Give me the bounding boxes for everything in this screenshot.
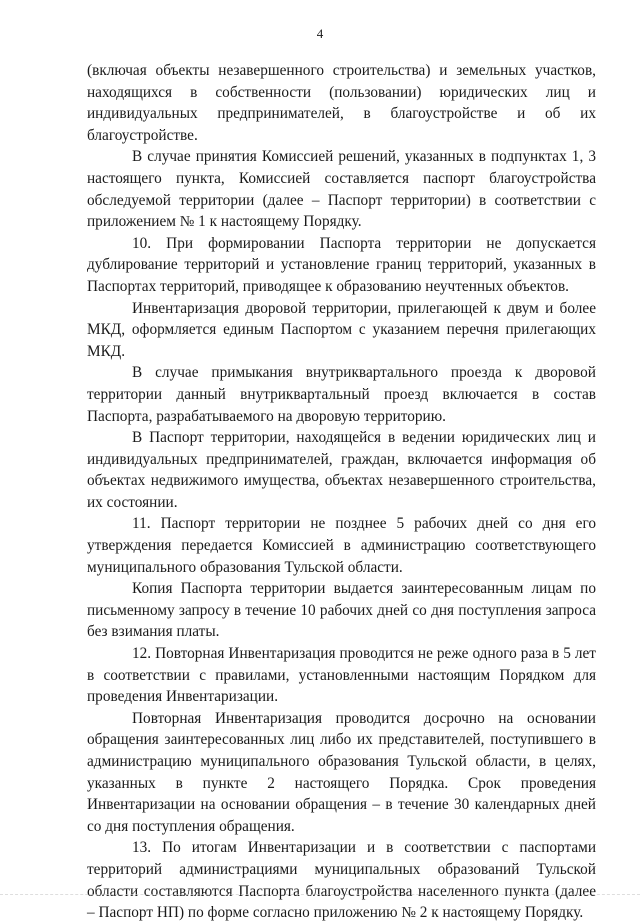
paragraph-continuation: (включая объекты незавершенного строительства) и земельных участков, находящихся в собственности (пользовании) юридических лиц и индивидуальных предпринимателей, в благоустройстве и об их благоустройстве.	[87, 62, 596, 144]
paragraph-item-11: 11. Паспорт территории не позднее 5 рабочих дней со дня его утверждения передается Комиссией в администрацию соответствующего муниципального образования Тульской области.	[87, 515, 596, 576]
paragraph-passport-copy: Копия Паспорта территории выдается заинтересованным лицам по письменному запросу в течение 10 рабочих дней со дня поступления запроса без взимания платы.	[87, 580, 596, 641]
paragraph-legal-entities: В Паспорт территории, находящейся в ведении юридических лиц и индивидуальных предпринимателей, граждан, включается информация об объектах недвижимого имущества, объектах незавершенного строительства, их состоянии.	[87, 429, 596, 511]
paragraph-item-13: 13. По итогам Инвентаризации и в соответствии с паспортами территорий администрациями муниципальных образований Тульской области составляются Паспорта благоустройства населенного пункта (далее – Паспорт НП) по форме согласно приложению № 2 к настоящему Порядку.	[87, 839, 596, 922]
paragraph-early-reinventory: Повторная Инвентаризация проводится досрочно на основании обращения заинтересованных лиц либо их представителей, поступившего в администрацию муниципального образования Тульской области, в целях, указанных в пункте 2 настоящего Порядка. Срок проведения Инвентаризации на основании обращения – в течение 30 календарных дней со дня поступления обращения.	[87, 709, 596, 835]
paragraph-passport-compilation: В случае принятия Комиссией решений, указанных в подпунктах 1, 3 настоящего пункта, Комиссией составляется паспорт благоустройства обследуемой территории (далее – Паспорт территории) в соответствии с приложением № 1 к настоящему Порядку.	[87, 148, 596, 231]
paragraph-item-12: 12. Повторная Инвентаризация проводится не реже одного раза в 5 лет в соответствии с правилами, установленными настоящим Порядком для проведения Инвентаризации.	[87, 645, 596, 706]
page-number: 4	[316, 26, 324, 41]
document-body	[87, 60, 596, 924]
paragraph-intra-block-passage: В случае примыкания внутриквартального проезда к дворовой территории данный внутриквартальный проезд включается в состав Паспорта, разрабатываемого на дворовую территорию.	[87, 364, 596, 425]
paragraph-mkd-inventory: Инвентаризация дворовой территории, прилегающей к двум и более МКД, оформляется единым Паспортом с указанием перечня прилегающих МКД.	[87, 299, 596, 360]
scan-artifact-line	[0, 894, 640, 899]
paragraph-item-10: 10. При формировании Паспорта территории не допускается дублирование территорий и установление границ территорий, указанных в Паспортах территорий, приводящее к образованию неучтенных объектов.	[87, 234, 596, 295]
